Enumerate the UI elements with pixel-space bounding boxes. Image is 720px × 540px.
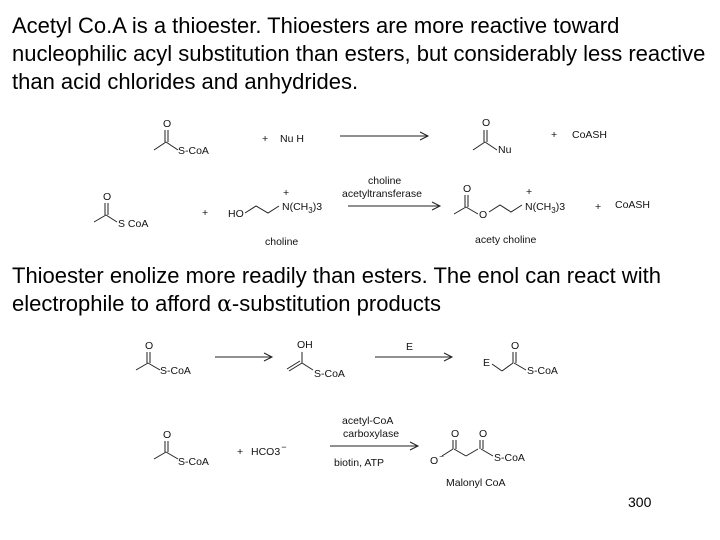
scheme3-enol-scoa-label: S-CoA bbox=[314, 368, 345, 380]
scheme-carboxylation bbox=[154, 415, 525, 489]
scheme2-o-label: O bbox=[103, 191, 112, 203]
scheme2-plus-2: + bbox=[595, 201, 602, 213]
scheme2-product-o-label: O bbox=[463, 183, 472, 195]
alpha-symbol: α bbox=[217, 292, 232, 317]
scheme4-o-label: O bbox=[163, 429, 172, 441]
scheme4-hco3-label: HCO3− bbox=[251, 442, 287, 458]
scheme2-coash-label: CoASH bbox=[615, 199, 651, 211]
scheme3-scoa-label: S-CoA bbox=[160, 365, 191, 377]
scheme3-e-sub-label: E bbox=[483, 357, 491, 369]
scheme3-product-o-label: O bbox=[511, 340, 520, 352]
scheme4-plus: + bbox=[237, 446, 244, 458]
scheme4-scoa-label: S-CoA bbox=[178, 456, 209, 468]
scheme2-enzyme-line1: choline bbox=[368, 175, 402, 187]
scheme2-product-plus-charge: + bbox=[526, 186, 533, 198]
scheme3-o-label: O bbox=[145, 340, 154, 352]
intro-paragraph: Acetyl Co.A is a thioester. Thioesters are more reactive toward nucleophilic acyl substitution than esters, but considerably less reactive than acid chlorides and anhydrides. bbox=[12, 13, 706, 94]
scheme2-product-ammonium-label: $N(CH_3)3$ bbox=[525, 201, 566, 215]
scheme2-ester-o-label: O bbox=[479, 209, 488, 221]
scheme4-enzyme-line1: acetyl-CoA bbox=[342, 415, 394, 427]
scheme-enolization bbox=[136, 339, 558, 380]
scheme4-enzyme-line2: carboxylase bbox=[343, 428, 400, 440]
scheme4-product-scoa-label: S-CoA bbox=[494, 452, 525, 464]
scheme2-choline-label: choline bbox=[265, 236, 299, 248]
scheme2-product-label: acety choline bbox=[475, 234, 537, 246]
scheme2-scoa-label: S CoA bbox=[118, 218, 149, 230]
enolization-text: Thioester enolize more readily than esters. The enol can react with electrophile to afford bbox=[12, 263, 661, 316]
scheme3-product-scoa-label: S-CoA bbox=[527, 365, 558, 377]
scheme1-plus-2: + bbox=[551, 129, 558, 141]
scheme2-plus: + bbox=[202, 207, 209, 219]
scheme3-reagent-e: E bbox=[406, 341, 414, 353]
scheme3-oh-label: OH bbox=[297, 339, 313, 351]
enolization-text-end: -substitution products bbox=[231, 291, 442, 316]
scheme2-ho-label: HO bbox=[228, 208, 244, 220]
scheme1-nu-label: Nu bbox=[498, 144, 512, 156]
scheme2-ammonium-label: $N(CH_3)3$ bbox=[282, 201, 323, 215]
scheme1-scoa-label: S-CoA bbox=[178, 145, 209, 157]
scheme1-nuh-label: Nu H bbox=[280, 133, 304, 145]
scheme4-conditions: biotin, ATP bbox=[334, 457, 384, 469]
scheme4-carboxyl-o-label: O bbox=[451, 428, 460, 440]
scheme1-coash-label: CoASH bbox=[572, 129, 608, 141]
scheme4-o-minus-label: O− bbox=[430, 452, 444, 467]
scheme1-plus: + bbox=[262, 133, 269, 145]
scheme4-product-label: Malonyl CoA bbox=[446, 477, 506, 489]
scheme1-o-label: O bbox=[163, 118, 172, 130]
scheme4-thioester-o-label: O bbox=[479, 428, 488, 440]
page-number: 300 bbox=[628, 494, 652, 510]
scheme1-product-o-label: O bbox=[482, 117, 491, 129]
scheme2-enzyme-line2: acetyltransferase bbox=[342, 188, 422, 200]
scheme2-plus-charge: + bbox=[283, 187, 290, 199]
